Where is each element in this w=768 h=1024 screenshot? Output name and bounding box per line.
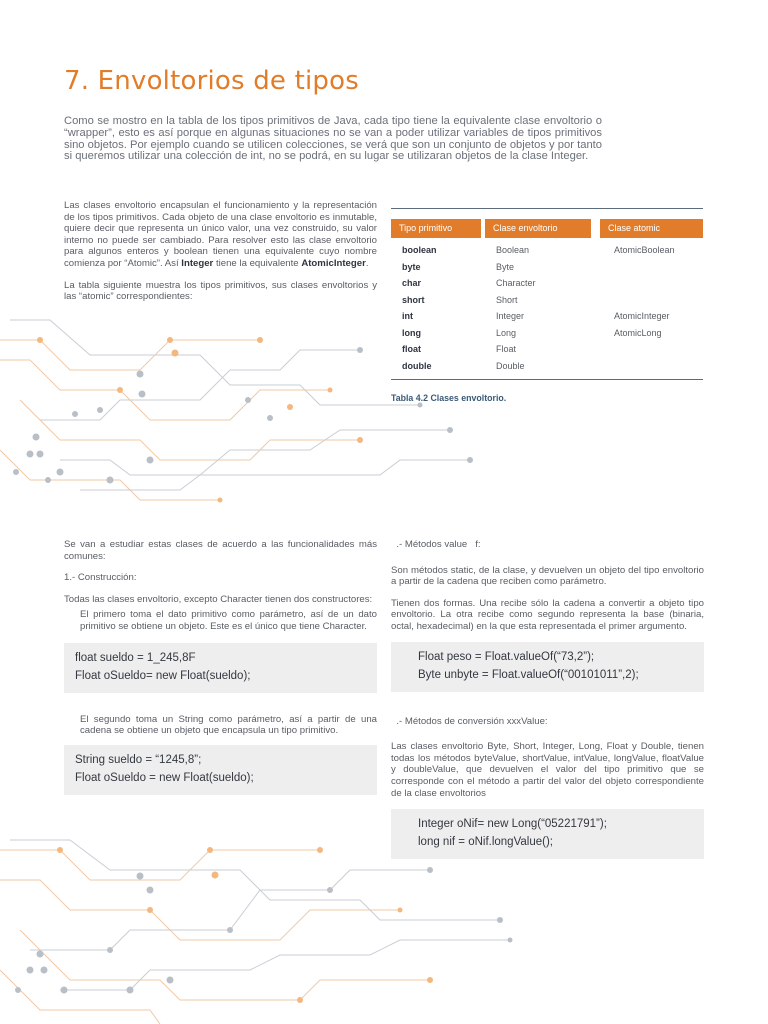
paragraph-wrapper-description: Las clases envoltorio encapsulan el funcionamiento y la representación de los tipos primitivos. Cada objeto de una clase envoltorio es inmutable, quiere decir que representa un único valor, una vez construido, su valor interno no puede ser cambiado. Para resolver esto las clase envoltorio para algunos enteros y boolean tienen una equivalente cuyo nombre comienza por “Atomic”. Así Integer tiene la equivalente AtomicInteger. (64, 200, 377, 269)
table-row (391, 308, 703, 325)
paragraph-table-intro: La tabla siguiente muestra los tipos primitivos, sus clases envoltorios y las “atomic” correspondientes: (64, 279, 377, 303)
cell-primitive: double (402, 360, 432, 371)
paragraph-functionalities: Se van a estudiar estas clases de acuerdo a las funcionalidades más comunes: (64, 539, 377, 562)
cell-atomic: AtomicInteger (614, 311, 670, 322)
table-header (391, 219, 703, 238)
cell-primitive: long (402, 327, 421, 338)
right-bottom-column (391, 539, 704, 859)
table-row (391, 275, 703, 292)
header-clase-atomic: Clase atomic (600, 219, 703, 238)
intro-paragraph: Como se mostro en la tabla de los tipos primitivos de Java, cada tipo tiene la equivalente clase envoltorio o “wrapper”, esto es así porque en algunas situaciones no se van a poder utilizar variables de tipos primitivos sino objetos. Por ejemplo cuando se utilicen colecciones, se verá que son un conjunto de objetos y por tanto si queremos utilizar una colección de int, no se podrá, en su lugar se utilizaran objetos de la clase Integer. (64, 115, 602, 163)
table-bottom-rule (391, 379, 703, 380)
table-row (391, 341, 703, 358)
cell-wrapper: Boolean (496, 245, 530, 256)
code-block-xxxvalue: Integer oNif= new Long(“05221791”); long nif = oNif.longValue(); (391, 809, 704, 859)
cell-wrapper: Short (496, 294, 518, 305)
paragraph-first-constructor: El primero toma el dato primitivo como parámetro, así de un dato primitivo se obtiene un objeto. Este es el único que tiene Character. (80, 609, 377, 632)
header-tipo-primitivo: Tipo primitivo (391, 219, 481, 238)
cell-primitive: float (402, 344, 421, 355)
code-block-primitive-constructor: float sueldo = 1_245,8F Float oSueldo= new Float(sueldo); (64, 643, 377, 693)
cell-primitive: char (402, 278, 422, 289)
cell-atomic: AtomicBoolean (614, 245, 675, 256)
cell-primitive: short (402, 294, 425, 305)
cell-wrapper: Character (496, 278, 536, 289)
table-top-rule (391, 208, 703, 209)
section-value-methods: .- Métodos value f: (391, 539, 481, 550)
bold-atomicinteger: AtomicInteger (301, 257, 366, 269)
cell-wrapper: Long (496, 327, 517, 338)
paragraph-value-forms: Tienen dos formas. Una recibe sólo la cadena a convertir a objeto tipo envoltorio. La otra recibe como segundo representa la base (binaria, octal, hexadecimal) en la que esta representada el primer argumento. (391, 597, 704, 632)
table-row (391, 259, 703, 276)
cell-wrapper: Double (496, 360, 525, 371)
table-row (391, 242, 703, 259)
code-block-valueof: Float peso = Float.valueOf(“73,2”); Byte unbyte = Float.valueOf(“00101011”,2); (391, 642, 704, 692)
cell-primitive: boolean (402, 245, 437, 256)
section-conversion-methods: .- Métodos de conversión xxxValue: (391, 715, 548, 727)
page-title: 7. Envoltorios de tipos (64, 66, 359, 96)
bold-integer: Integer (181, 257, 214, 269)
cell-wrapper: Byte (496, 261, 515, 272)
table-row (391, 358, 703, 375)
left-top-column (64, 200, 377, 313)
cell-wrapper: Float (496, 344, 517, 355)
paragraph-second-constructor: El segundo toma un String como parámetro, así a partir de una cadena se obtiene un objeto que encapsula un tipo primitivo. (80, 713, 377, 737)
header-clase-envoltorio: Clase envoltorio (485, 219, 591, 238)
table-caption: Tabla 4.2 Clases envoltorio. (391, 393, 507, 403)
cell-atomic: AtomicLong (614, 327, 662, 338)
paragraph-value-methods: Son métodos static, de la clase, y devuelven un objeto del tipo envoltorio a partir de la cadena que reciben como parámetro. (391, 564, 704, 588)
cell-primitive: byte (402, 261, 421, 272)
table-row (391, 292, 703, 309)
code-block-string-constructor: String sueldo = “1245,8”; Float oSueldo = new Float(sueldo); (64, 745, 377, 795)
cell-primitive: int (402, 311, 413, 322)
left-bottom-column (64, 539, 377, 795)
paragraph-constructors: Todas las clases envoltorio, excepto Character tienen dos constructores: (64, 593, 373, 605)
table-body (391, 242, 703, 374)
table-row (391, 325, 703, 342)
wrapper-table (391, 208, 703, 380)
section-construction: 1.- Construcción: (64, 572, 137, 584)
paragraph-conversion-methods: Las clases envoltorio Byte, Short, Integer, Long, Float y Double, tienen todas los métodos byteValue, shortValue, intValue, longValue, floatValue y doubleValue, que devuelven el valor del tipo primitivo que se corresponde con el método a partir del valor del objeto correspondiente de la clase envoltorios (391, 741, 704, 799)
cell-wrapper: Integer (496, 311, 525, 322)
